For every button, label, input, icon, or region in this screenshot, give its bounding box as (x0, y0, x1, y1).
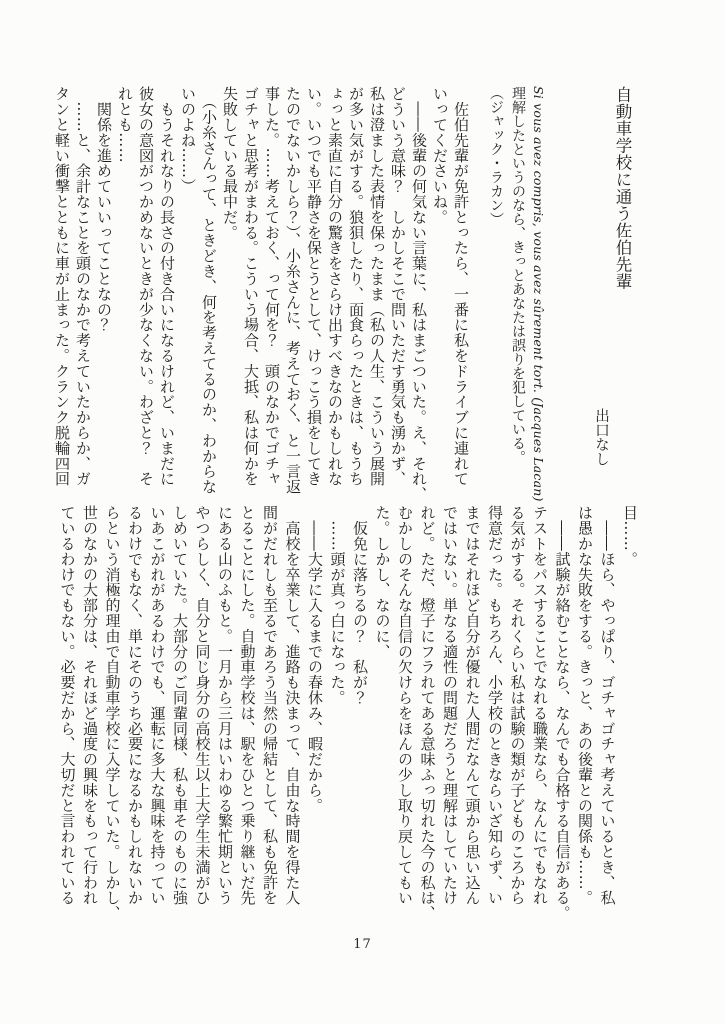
epigraph-french: Si vous avez compris, vous avez sûrement tort. (Jacques Lacan) (531, 86, 546, 502)
text-line: まではそれほど自分が優れた人間だなんて頭から思い込ん (463, 505, 482, 906)
text-line: 仮免に落ちるの？ 私が？ (351, 505, 369, 706)
text-line: らという消極的理由で自動車学校に入学していた。しかし、 (103, 505, 122, 921)
text-line: タンと軽い衝撃とともに車が止まった。クランク脱輪四回 (53, 86, 71, 487)
text-line: は愚かな失敗をする。きっと、あの後輩との関係も……。 (576, 505, 594, 906)
text-line: ――ほら、やっぱり、ゴチャゴチャ考えているとき、私 (598, 505, 617, 906)
text-line: 事した。……考えておく、って何を？ 頭のなかでゴチャ (263, 86, 281, 487)
text-line: いのよね……） (179, 86, 197, 194)
text-line: ――大学に入るまでの春休み、暇だから。 (306, 505, 324, 813)
page-title: 自動車学校に通う佐伯先輩 (613, 86, 632, 290)
epigraph-translation: 理解したというのなら、きっとあなたは誤りを犯している。 (510, 86, 526, 464)
text-line: 佐伯先輩が免許とったら、一番に私をドライブに連れて (452, 86, 470, 487)
text-line: 私は澄ました表情を保ったまま（私の人生、こういう展開 (368, 86, 386, 487)
text-line: 目……。 (621, 505, 639, 567)
text-line: ゴチャと思考がまわる。こういう場合、大抵、私は何かを (242, 86, 260, 487)
text-line: 世のなかの大部分は、それほど過度の興味をもって行われ (81, 505, 99, 906)
epigraph-attribution: （ジャック・ラカン） (488, 86, 504, 226)
text-line: 間がだれしも至るであろう当然の帰結として、私も免許を (261, 505, 279, 906)
text-line: ているわけでもない。必要だから、大切だと言われている (58, 505, 77, 906)
text-line: どういう意味？ しかしそこで問いただす勇気も湧かず、 (389, 86, 407, 487)
text-line: むかしのそんな自信の欠けらをほんの少し取り戻してもい (396, 505, 414, 906)
text-line: しめいていた。大部分のご同輩同様、私も車そのものに強 (171, 505, 189, 906)
text-line: いってくださいね。 (431, 86, 449, 225)
text-line: い。いつでも平静さを保とうとして、けっこう損をしてき (305, 86, 323, 487)
text-line: とることにした。自動車学校は、駅をひとつ乗り継いだ先 (238, 505, 257, 906)
text-line: ……頭が真っ白になった。 (328, 505, 347, 706)
body-text-bottom-block (55, 505, 641, 930)
text-line: る気がする。それくらい私は試験の類が子どものころから (508, 505, 527, 906)
text-line: ではいない。単なる適性の問題だろうと理解はしていたけ (441, 505, 459, 906)
text-line: れとも…… (116, 86, 134, 163)
text-line: ……と、余計なことを頭のなかで考えていたからか、ガ (74, 86, 92, 487)
text-line: ――後輩の何気ない言葉に、私はまごついた。え、それ、 (410, 86, 428, 502)
text-line: るわけでもなく、単にそのうち必要になるかもしれないか (126, 505, 144, 906)
body-text-top-block (51, 86, 471, 502)
page-number: 17 (353, 937, 372, 952)
text-line: ――試験が絡むことなら、なんでも合格する自信がある。 (553, 505, 572, 921)
text-line: 彼女の意図がつかめないときが少なくない。わざと？ そ (137, 86, 155, 487)
text-line: やつらしく、自分と同じ身分の高校生以上大学生未満がひ (193, 505, 212, 906)
text-line: が多い気がする。狼狽したり、面食らったときは、もうち (347, 86, 365, 487)
text-line: にある山のふもと。一月から三月はいわゆる繁忙期という (216, 505, 234, 906)
text-line: 高校を卒業して、進路も決まって、自由な時間を得た人 (283, 505, 302, 906)
text-line: ょっと素直に自分の驚きをさらけ出すべきなのかもしれな (326, 86, 344, 487)
text-line: 関係を進めていいってことなの？ (95, 86, 113, 333)
text-line: た。しかし、なのに、 (373, 505, 392, 659)
text-line: れど。ただ、燈子にフラれてある意味ふっ切れた今の私は、 (418, 505, 437, 921)
author-name: 出口なし (593, 408, 609, 466)
text-line: 得意だった。もちろん、小学校のときならいざ知らず、い (486, 505, 504, 906)
text-line: たのでないかしら？）、小糸さんに、考えておく、と一言返 (284, 86, 302, 495)
text-line: テストをパスすることでなれる職業なら、なんにでもなれ (531, 505, 549, 906)
text-line: 失敗している最中だ。 (221, 86, 239, 240)
text-line: （小糸さんって、ときどき、何を考えてるのか、わからな (200, 86, 218, 495)
text-line: もうそれなりの長さの付き合いになるけれど、いまだに (158, 86, 176, 487)
text-line: いあこがれがあるわけでも、運転に多大な興味を持ってい (148, 505, 167, 906)
